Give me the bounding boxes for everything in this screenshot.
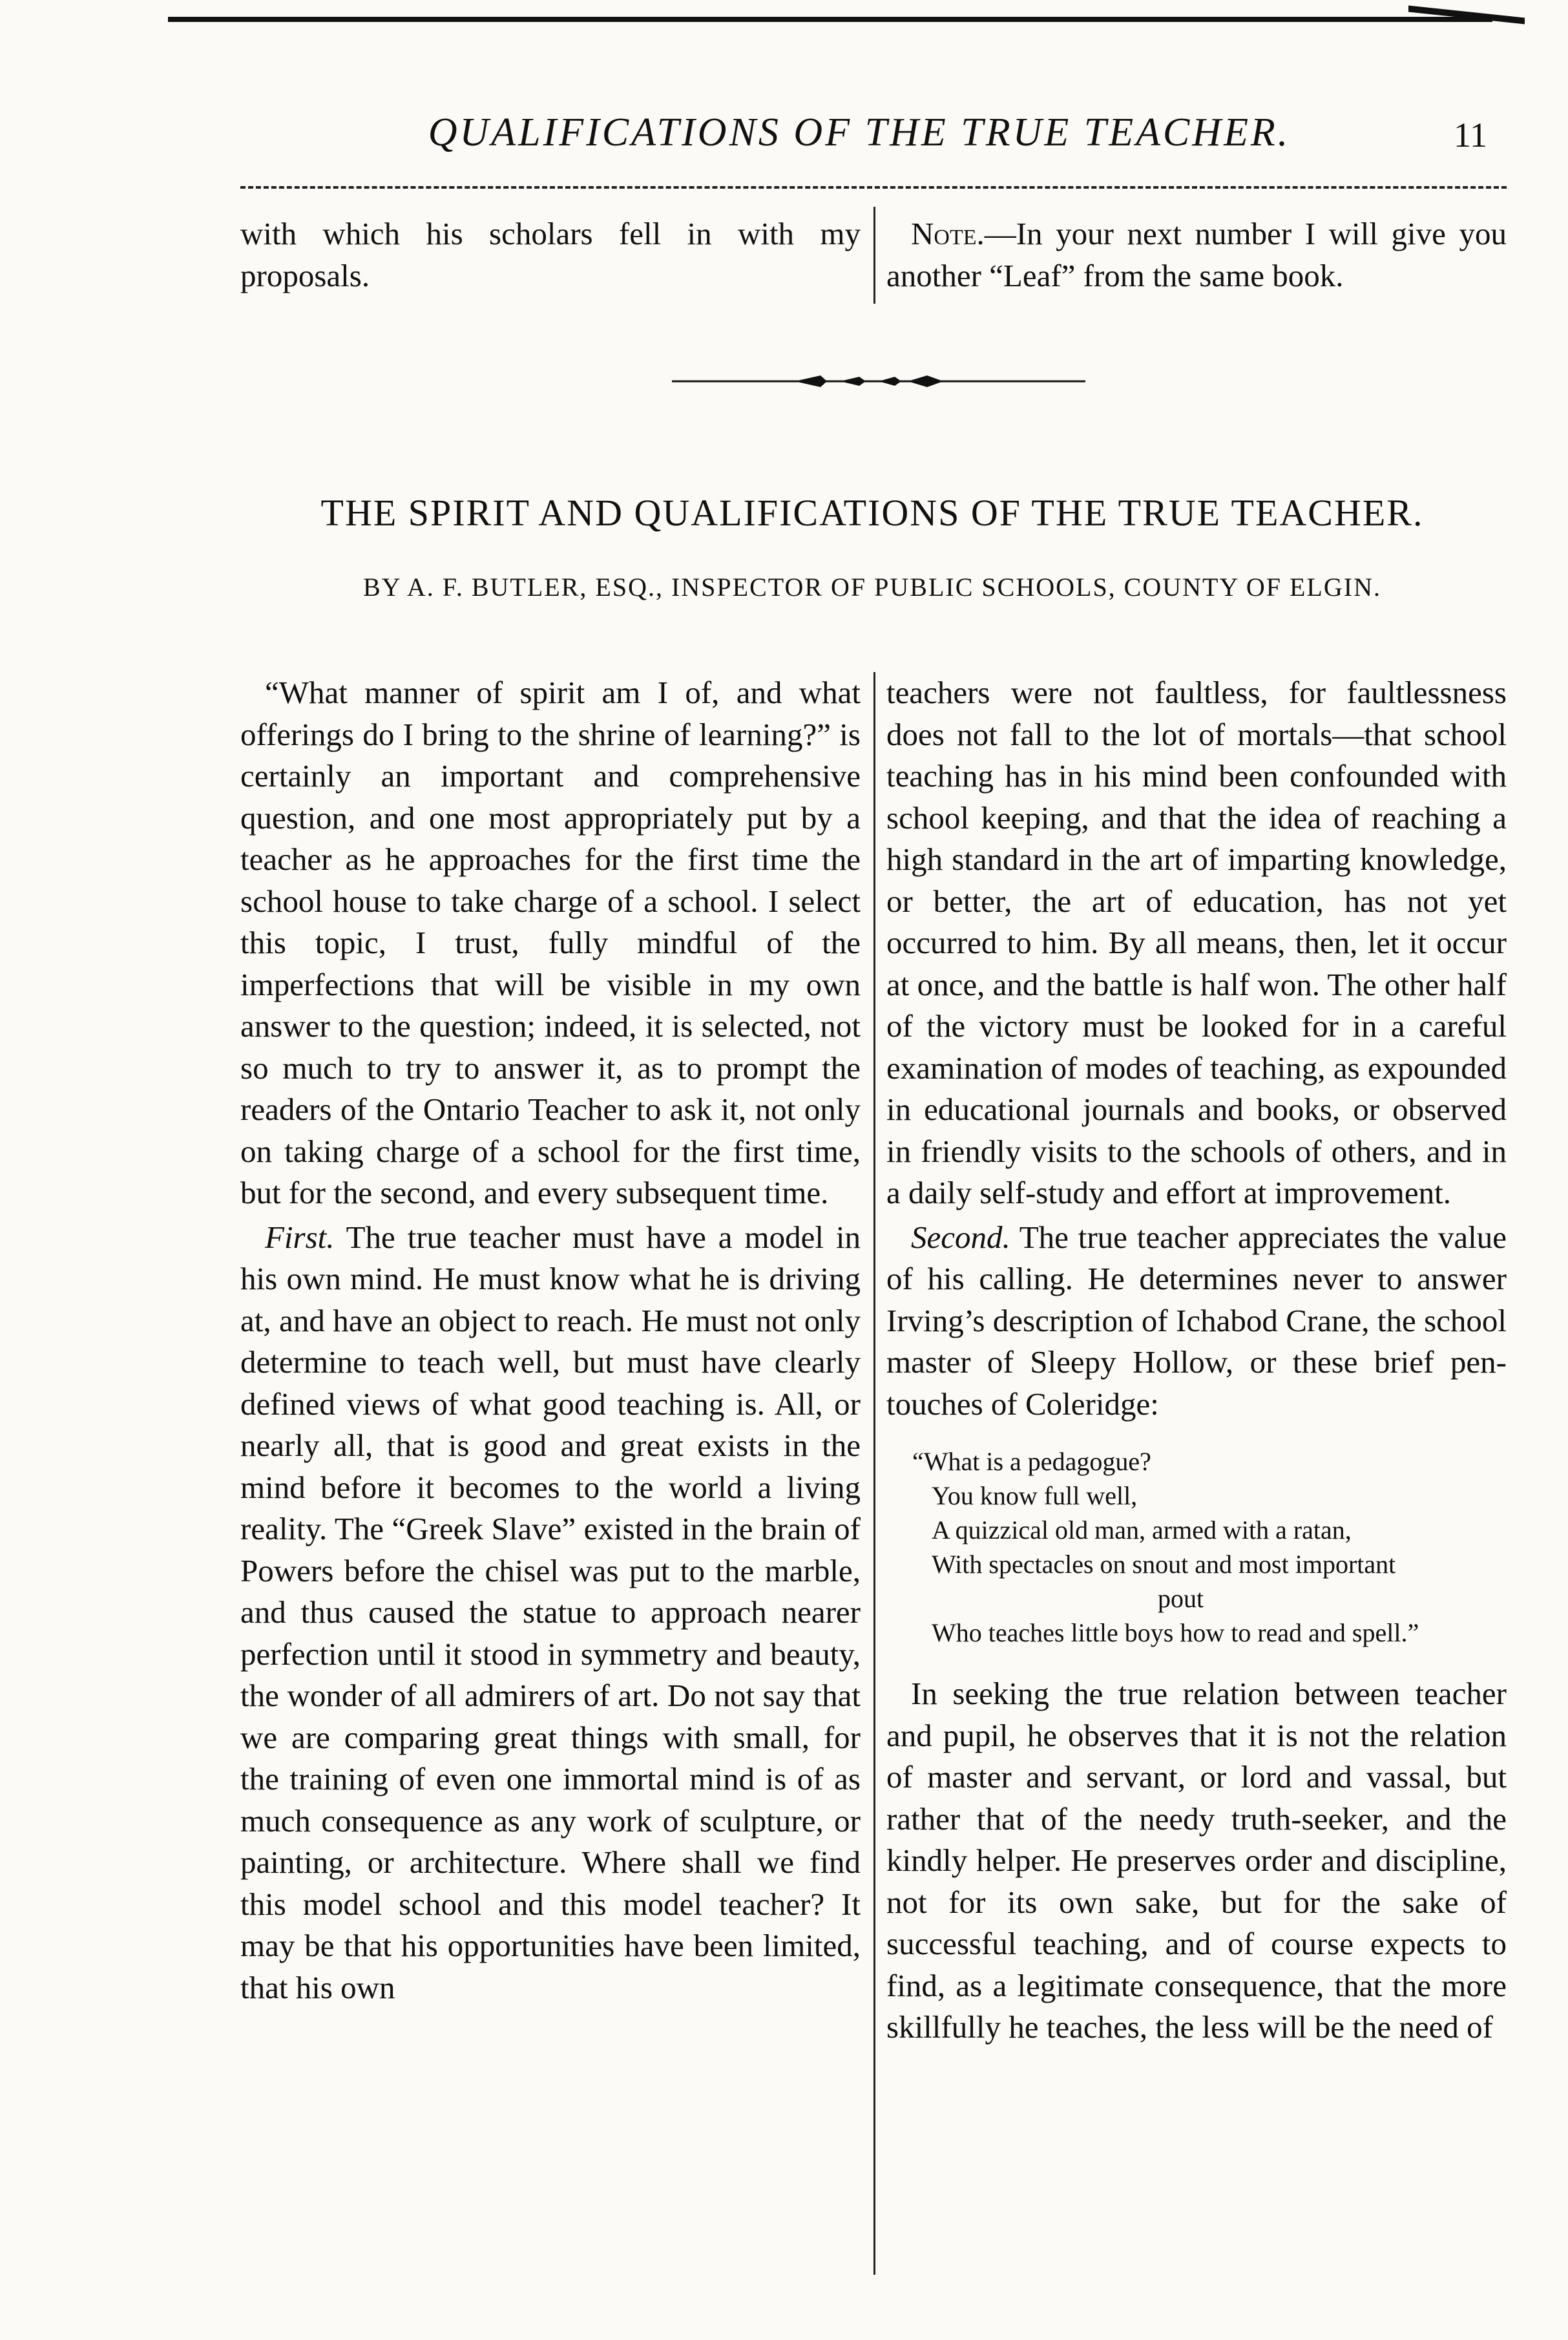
carryover-paragraph: with which his scholars fell in with my proposals. (240, 216, 861, 293)
poem-line: You know full well, (932, 1481, 1138, 1510)
right-column (886, 672, 1507, 2049)
poem-line: pout (1158, 1584, 1204, 1613)
header-rule (240, 186, 1507, 189)
column-divider (873, 672, 875, 2275)
first-text: The true teacher must have a model in his own mind. He must know what he is driving at, and have an object to reach. He must not only determine to teach well, but must have clearly defined views of what good teaching is. All, or nearly all, that is good and great exists in the mind before it becomes to the world a living reality. The “Greek Slave” existed in the brain of Powers before the chisel was put to the marble, and thus caused the statue to approach nearer perfection until it stood in symmetry and beauty, the wonder of all admirers of art. Do not say that we are comparing great things with small, for the training of even one immortal mind is of as much consequence as any work of sculpture, or painting, or architecture. Where shall we find this model school and this model teacher? It may be that his opportunities have been limited, that his own (240, 1219, 861, 2005)
page-number: 11 (1454, 116, 1487, 154)
second-lead: Second. (911, 1219, 1010, 1255)
poem-line: A quizzical old man, armed with a ratan, (932, 1515, 1352, 1544)
editor-note (886, 213, 1507, 297)
column-divider-top (873, 207, 875, 304)
paragraph-opening: “What manner of spirit am I of, and what offerings do I bring to the shrine of learning?” is certainly an important and comprehensive question, and one most appropriately put by a teacher as he approaches for the first time the school house to take charge of a school. I select this topic, I trust, fully mindful of the imperfections that will be visible in my own answer to the question; indeed, it is selected, not so much to try to answer it, as to prompt the readers of the Ontario Teacher to ask it, not only on taking charge of a school for the first time, but for the second, and every subsequent time. (240, 675, 861, 1210)
running-header: QUALIFICATIONS OF THE TRUE TEACHER. (428, 111, 1291, 154)
paragraph-second (886, 1217, 1507, 1426)
paragraph-continued: teachers were not faultless, for faultlessness does not fall to the lot of mortals—that school teaching has in his mind been confounded with school keeping, and that the idea of reaching a high standard in the art of imparting knowledge, or better, the art of education, has not yet occurred to him. By all means, then, let it occur at once, and the battle is half won. The other half of the victory must be looked for in a careful examination of modes of teaching, as expounded in educational journals and books, or observed in friendly visits to the schools of others, and in a daily self-study and effort at improvement. (886, 675, 1507, 1210)
note-text: —In your next number I will give you another “Leaf” from the same book. (886, 216, 1507, 293)
second-text: The true teacher appreciates the value of his calling. He determines never to answer Irving’s description of Ichabod Crane, the school master of Sleepy Hollow, or these brief pen-touches of Coleridge: (886, 1219, 1507, 1422)
poem-line: “What is a pedagogue? (912, 1447, 1151, 1476)
paragraph-first (240, 1217, 861, 2009)
section-ornament (672, 372, 1085, 391)
poem-quote (912, 1444, 1507, 1650)
paragraph-relation: In seeking the true relation between teacher and pupil, he observes that it is not the relation of master and servant, or lord and vassal, but rather that of the needy truth-seeker, and the kindly helper. He preserves order and discipline, not for its own sake, but for the sake of successful teaching, and of course expects to find, as a legitimate consequence, that the more skillfully he teaches, the less will be the need of (886, 1676, 1507, 2045)
article-byline: BY A. F. BUTLER, ESQ., INSPECTOR OF PUBLIC SCHOOLS, COUNTY OF ELGIN. (363, 573, 1381, 602)
article-title: THE SPIRIT AND QUALIFICATIONS OF THE TRUE TEACHER. (320, 492, 1424, 534)
top-border-rule (168, 17, 1492, 22)
note-label: Note. (911, 216, 985, 251)
poem-line: With spectacles on snout and most important (932, 1550, 1396, 1579)
first-lead: First. (265, 1219, 335, 1255)
poem-line: Who teaches little boys how to read and spell.” (932, 1618, 1419, 1647)
left-column (240, 672, 861, 2008)
